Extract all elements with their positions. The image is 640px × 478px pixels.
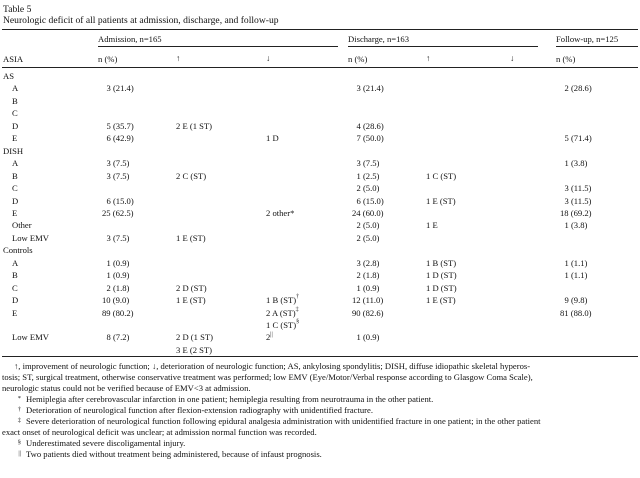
footnote-note-line: * Hemiplegia after cerebrovascular infarction in one patient; hemiplegia resulting from neurotrauma in the other patient. xyxy=(12,394,433,406)
footnote-marker: || xyxy=(270,331,273,338)
cell-n3: 1 (3.8) xyxy=(564,220,588,231)
cell-up1: 1 E (ST) xyxy=(176,295,206,306)
table-title: Neurologic deficit of all patients at admission, discharge, and follow-up xyxy=(3,15,279,26)
cell-n1: 1 (0.9) xyxy=(106,270,130,281)
cell-up2: 1 C (ST) xyxy=(426,170,457,181)
cell-n1: 3 (7.5) xyxy=(106,170,130,181)
cell-n1: 8 (7.2) xyxy=(106,332,130,343)
cell-n2: 90 (82.6) xyxy=(352,307,384,318)
bottom-rule xyxy=(2,356,638,357)
footnote-mark: ‡ xyxy=(17,417,21,424)
cell-n3: 2 (28.6) xyxy=(564,83,592,94)
col-header-n-admission: n (%) xyxy=(98,54,118,64)
cell-down1: 1 C (ST)§ xyxy=(266,319,300,330)
footnote-legend-line: neurologic status could not be verified because of EMV<3 at admission. xyxy=(2,383,251,393)
row-label: B xyxy=(12,170,18,181)
cell-n3: 18 (69.2) xyxy=(560,207,592,218)
group-header-discharge: Discharge, n=163 xyxy=(348,34,410,44)
cell-up2: 1 E (ST) xyxy=(426,195,456,206)
cell-n1: 5 (35.7) xyxy=(106,120,134,131)
top-rule xyxy=(2,29,638,30)
cell-up2: 1 E (ST) xyxy=(426,295,456,306)
cell-n2: 7 (50.0) xyxy=(356,133,384,144)
cell-n2: 2 (1.8) xyxy=(356,270,380,281)
cell-up2: 1 D (ST) xyxy=(426,282,457,293)
row-label: E xyxy=(12,207,18,218)
cell-n3: 5 (71.4) xyxy=(564,133,592,144)
cell-n3: 3 (11.5) xyxy=(564,183,592,194)
cell-down1: 1 B (ST)† xyxy=(266,294,300,306)
cell-up2: 1 B (ST) xyxy=(426,257,457,268)
cell-up1: 2 C (ST) xyxy=(176,170,207,181)
cell-up1: 2 E (1 ST) xyxy=(176,120,213,131)
cell-down1: 1 D xyxy=(266,133,279,144)
group-header-followup: Follow-up, n=125 xyxy=(556,34,619,44)
footnote-marker: § xyxy=(296,319,300,326)
cell-up1: 2 D (1 ST) xyxy=(176,332,213,343)
col-header-asia: ASIA xyxy=(3,54,24,64)
cell-n1: 3 (7.5) xyxy=(106,158,130,169)
row-label: DISH xyxy=(3,145,24,156)
row-label: A xyxy=(12,257,19,268)
footnote-note-line: ‡ Severe deterioration of neurological function following epidural analgesia administration with unidentified fracture in one patient; in the other patient xyxy=(12,416,541,428)
row-label: E xyxy=(12,307,18,318)
cell-n2: 1 (2.5) xyxy=(356,170,380,181)
cell-n2: 2 (5.0) xyxy=(356,232,380,243)
cell-n3: 9 (9.8) xyxy=(564,295,588,306)
followup-underline xyxy=(556,46,638,47)
row-label: A xyxy=(12,158,19,169)
header-rule xyxy=(2,67,638,68)
row-label: Low EMV xyxy=(12,232,49,243)
cell-n3: 1 (1.1) xyxy=(564,257,588,268)
cell-n1: 89 (80.2) xyxy=(102,307,134,318)
footnote-mark: || xyxy=(18,450,21,457)
cell-n1: 3 (7.5) xyxy=(106,232,130,243)
row-label: Controls xyxy=(3,245,33,256)
cell-up2: 1 E xyxy=(426,220,438,231)
col-header-n-followup: n (%) xyxy=(556,54,576,64)
cell-n3: 1 (3.8) xyxy=(564,158,588,169)
row-label: E xyxy=(12,133,18,144)
row-label: D xyxy=(12,295,19,306)
row-label: Other xyxy=(12,220,32,231)
row-label: B xyxy=(12,95,18,106)
cell-up1: 2 D (ST) xyxy=(176,282,207,293)
row-label: Low EMV xyxy=(12,332,49,343)
cell-n2: 2 (5.0) xyxy=(356,220,380,231)
cell-n3: 1 (1.1) xyxy=(564,270,588,281)
cell-n2: 24 (60.0) xyxy=(352,207,384,218)
cell-n3: 3 (11.5) xyxy=(564,195,592,206)
row-label: AS xyxy=(3,71,14,81)
footnote-mark: * xyxy=(17,395,21,402)
discharge-underline xyxy=(348,46,538,47)
cell-up2: 1 D (ST) xyxy=(426,270,457,281)
row-label: C xyxy=(12,183,18,194)
footnote-note-line: || Two patients died without treatment being administered, because of infaust prognosis. xyxy=(12,449,322,461)
cell-up1: 3 E (2 ST) xyxy=(176,344,213,355)
table-label: Table 5 xyxy=(3,4,32,15)
cell-up1: 1 E (ST) xyxy=(176,232,206,243)
cell-n1: 2 (1.8) xyxy=(106,282,130,293)
cell-down1: 2 other* xyxy=(266,207,295,218)
row-label: C xyxy=(12,282,18,293)
cell-n3: 81 (88.0) xyxy=(560,307,592,318)
cell-down1: 2 A (ST)‡ xyxy=(266,306,299,318)
cell-down1: 2|| xyxy=(266,331,273,343)
cell-n2: 1 (0.9) xyxy=(356,332,380,343)
col-header-up-discharge: ↑ xyxy=(426,53,431,63)
cell-n2: 3 (21.4) xyxy=(356,83,384,94)
cell-n1: 6 (15.0) xyxy=(106,195,134,206)
cell-n2: 3 (7.5) xyxy=(356,158,380,169)
col-header-n-discharge: n (%) xyxy=(348,54,368,64)
group-header-admission: Admission, n=165 xyxy=(98,34,162,44)
footnote-note-line: exact onset of neurological deficit was unclear; at admission normal function was recorded. xyxy=(2,427,317,437)
footnote-marker: ‡ xyxy=(295,306,299,313)
footnote-legend-line: tosis; ST, surgical treatment, otherwise conservative treatment was performed; low EMV (Eye/Motor/Verbal response according to Glasgow Coma Scale), xyxy=(2,372,533,382)
cell-n2: 1 (0.9) xyxy=(356,282,380,293)
cell-n1: 25 (62.5) xyxy=(102,207,134,218)
cell-n2: 6 (15.0) xyxy=(356,195,384,206)
col-header-down-discharge: ↓ xyxy=(510,53,515,63)
row-label: D xyxy=(12,120,19,131)
row-label: D xyxy=(12,195,19,206)
footnote-marker: † xyxy=(296,294,300,301)
footnote-mark: † xyxy=(17,406,21,413)
row-label: B xyxy=(12,270,18,281)
footnote-note-line: § Underestimated severe discoligamental injury. xyxy=(12,438,185,450)
cell-n1: 6 (42.9) xyxy=(106,133,134,144)
footnote-mark: § xyxy=(17,439,21,446)
cell-n1: 3 (21.4) xyxy=(106,83,134,94)
cell-n1: 10 (9.0) xyxy=(102,295,130,306)
cell-n2: 12 (11.0) xyxy=(352,295,384,306)
cell-n2: 3 (2.8) xyxy=(356,257,380,268)
cell-n2: 2 (5.0) xyxy=(356,183,380,194)
footnote-legend-line: ↑, improvement of neurologic function; ↓, deterioration of neurologic function; AS, ankylosing spondylitis; DISH, diffuse idiopathic skeletal hyperos- xyxy=(14,361,531,371)
cell-n1: 1 (0.9) xyxy=(106,257,130,268)
footnote-note-line: † Deterioration of neurological function after flexion-extension radiography with unidentified fracture. xyxy=(12,405,373,417)
col-header-up-admission: ↑ xyxy=(176,53,181,63)
row-label: A xyxy=(12,83,19,94)
row-label: C xyxy=(12,108,18,119)
cell-n2: 4 (28.6) xyxy=(356,120,384,131)
admission-underline xyxy=(98,46,338,47)
col-header-down-admission: ↓ xyxy=(266,53,271,63)
